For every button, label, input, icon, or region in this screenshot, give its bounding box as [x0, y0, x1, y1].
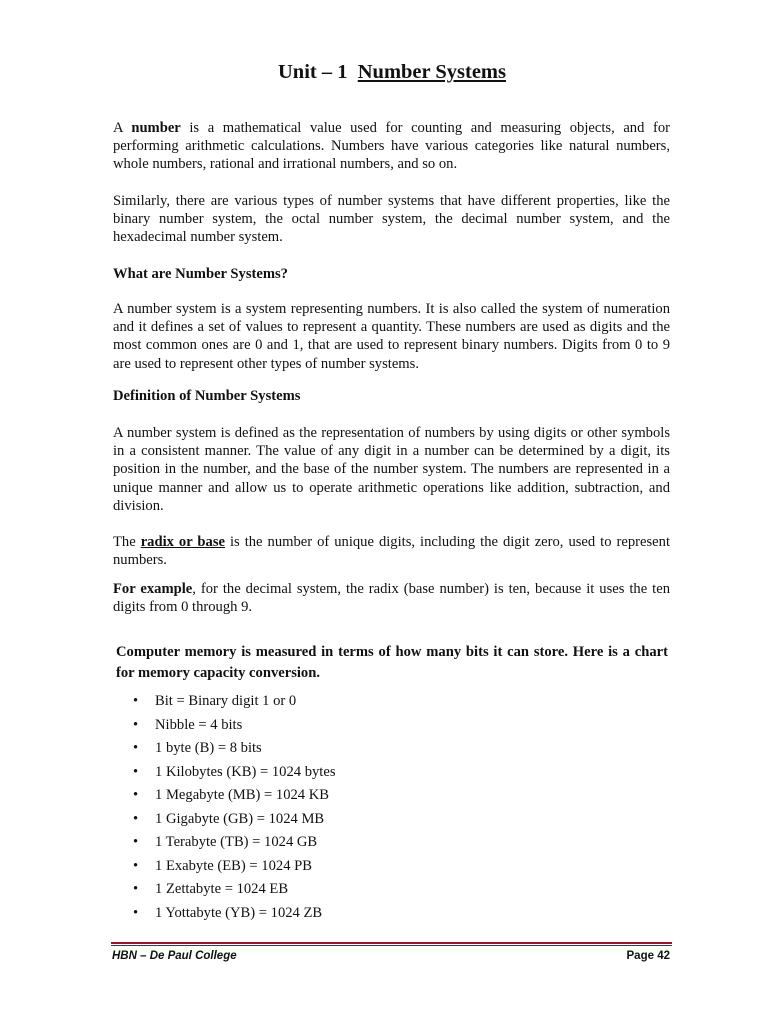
radix-prefix: The: [113, 534, 141, 550]
intro-p1-rest: is a mathematical value used for counting and measuring objects, and for performing arithmetic calculations. Numbers have various categories like natural numbers, whole numbers, rational and irrational numbers, and so on.: [113, 120, 670, 173]
bullet-icon: •: [133, 740, 139, 756]
unit-label: Unit – 1: [278, 61, 348, 83]
radix-term: radix or base: [140, 534, 225, 550]
radix-rest: is the number of unique digits, including the digit zero, used to represent numbers.: [113, 534, 671, 569]
section1-body: A number system is a system representing numbers. It is also called the system of numeration and it defines a set of values to represent a quantity. These numbers are used as digits and the most common ones are 0 and 1, that are used to represent binary numbers. Digits from 0 to 9 are used to represent other types of number systems.: [113, 301, 670, 372]
bullet-icon: •: [133, 834, 139, 850]
example-term: For example: [113, 581, 193, 597]
unit-name: Number Systems: [357, 61, 506, 83]
intro-paragraph-1: [113, 119, 670, 174]
footer-rule: [111, 942, 672, 944]
list-item: [133, 902, 336, 926]
section2-body: A number system is defined as the representation of numbers by using digits or other symbols in a consistent manner. The value of any digit in a number can be determined by a digit, its position in the number, and the base of the number system. The numbers are represented in a unique manner and allow us to operate arithmetic operations like addition, subtraction, and division.: [113, 425, 670, 514]
list-item: [133, 855, 336, 879]
intro-p1-term: number: [131, 120, 181, 136]
list-item-text: 1 Megabyte (MB) = 1024 KB: [155, 787, 330, 803]
list-item: [133, 784, 336, 808]
list-item: [133, 831, 336, 855]
list-item: [133, 761, 336, 785]
bullet-icon: •: [133, 763, 139, 780]
page-title: [0, 61, 768, 84]
list-item-text: Nibble = 4 bits: [155, 716, 243, 733]
bullet-icon: •: [133, 716, 139, 733]
bullet-icon: •: [133, 881, 139, 897]
list-item-text: 1 Yottabyte (YB) = 1024 ZB: [155, 904, 323, 921]
list-item: [133, 737, 336, 761]
list-item: [133, 690, 336, 714]
section-heading-what-are: What are Number Systems?: [113, 266, 288, 282]
list-item-text: 1 Exabyte (EB) = 1024 PB: [155, 857, 312, 874]
list-item-text: 1 Gigabyte (GB) = 1024 MB: [155, 810, 325, 827]
list-item-text: 1 Terabyte (TB) = 1024 GB: [155, 834, 318, 850]
bullet-icon: •: [133, 787, 139, 803]
bullet-icon: •: [133, 904, 139, 921]
section-heading-definition: Definition of Number Systems: [113, 388, 301, 404]
memory-intro: Computer memory is measured in terms of how many bits it can store. Here is a chart for memory capacity conversion.: [116, 644, 668, 681]
list-item-text: 1 Zettabyte = 1024 EB: [155, 881, 289, 897]
page-number: Page 42: [626, 950, 670, 962]
example-paragraph: [113, 580, 670, 616]
list-item: [133, 878, 336, 902]
radix-paragraph: [113, 533, 670, 569]
bullet-icon: •: [133, 810, 139, 827]
list-item: [133, 808, 336, 832]
list-item-text: Bit = Binary digit 1 or 0: [155, 693, 297, 709]
intro-p1-prefix: A: [113, 120, 132, 136]
bullet-icon: •: [133, 857, 139, 874]
example-rest: , for the decimal system, the radix (base number) is ten, because it uses the ten digits from 0 through 9.: [113, 581, 671, 616]
list-item-text: 1 byte (B) = 8 bits: [155, 740, 262, 756]
bullet-icon: •: [133, 693, 139, 709]
footer-rule-thin: [111, 945, 672, 946]
intro-paragraph-2: Similarly, there are various types of number systems that have different properties, like the binary number system, the octal number system, the decimal number system, and the hexadecimal number system.: [113, 193, 670, 246]
footer-college: HBN – De Paul College: [112, 950, 237, 962]
list-item-text: 1 Kilobytes (KB) = 1024 bytes: [155, 763, 336, 780]
list-item: [133, 714, 336, 738]
memory-conversion-list: [133, 690, 336, 925]
